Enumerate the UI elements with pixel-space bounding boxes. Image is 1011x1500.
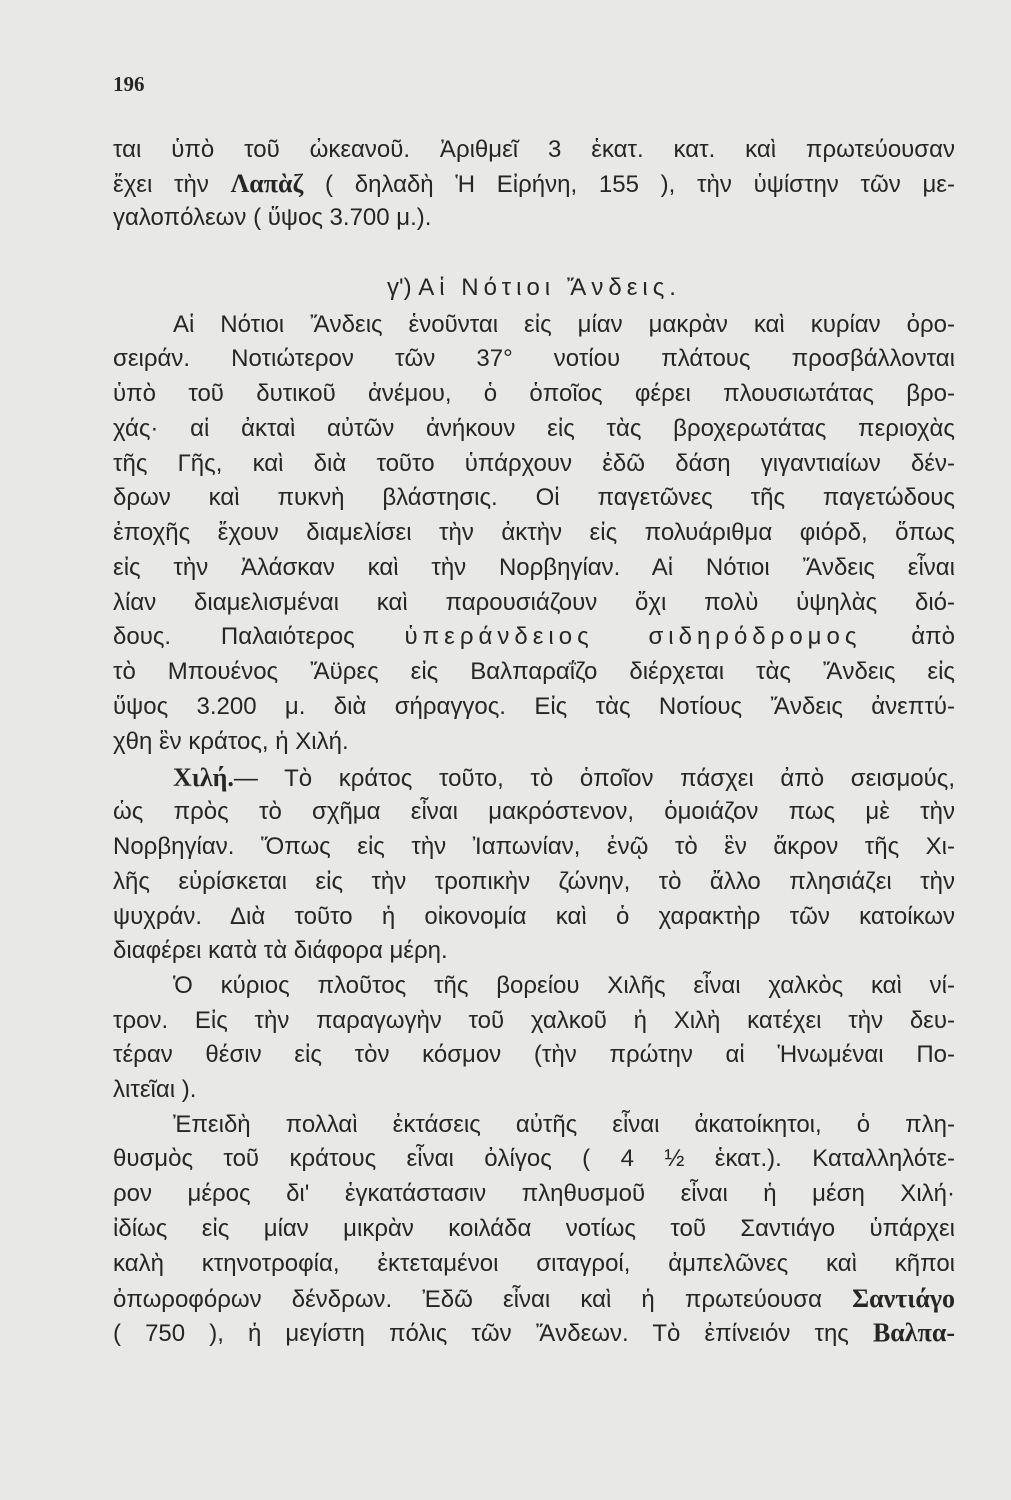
text-line <box>113 832 955 862</box>
text-segment: θυσμὸς τοῦ κράτους εἶναι ὀλίγος ( 4 ½ ἑκατ.). Καταλληλότε- <box>113 1145 955 1172</box>
text-line <box>113 622 955 652</box>
text-line <box>113 902 955 932</box>
text-segment: τέραν θέσιν εἰς τὸν κόσμον (τὴν πρώτην αἱ Ἡνωμέναι Πο- <box>113 1041 955 1068</box>
text-line <box>113 310 955 340</box>
text-segment: γαλοπόλεων ( ὕψος 3.700 μ.). <box>113 204 432 231</box>
text-line <box>113 483 955 513</box>
section-heading <box>113 273 955 303</box>
text-line <box>113 727 955 757</box>
text-segment: χθη ἓν κράτος, ἡ Χιλή. <box>113 728 349 755</box>
text-line <box>113 867 955 897</box>
text-segment: λῆς εὑρίσκεται εἰς τὴν τροπικὴν ζώνην, τὸ ἄλλο πλησιάζει τὴν <box>113 868 955 895</box>
text-segment: λιτεῖαι ). <box>113 1076 197 1103</box>
text-line <box>113 1249 955 1279</box>
text-segment: ἔχει τὴν <box>113 171 231 198</box>
text-segment: καλὴ κτηνοτροφία, ἐκτεταμένοι σιταγροί, ἀμπελῶνες καὶ κῆποι <box>113 1250 955 1277</box>
text-segment: δους. Παλαιότερος <box>113 623 405 650</box>
text-line <box>113 414 955 444</box>
text-segment: λίαν διαμελισμέναι καὶ παρουσιάζουν ὄχι πολὺ ὑψηλὰς διό- <box>113 589 955 616</box>
page-number: 196 <box>113 72 145 96</box>
text-segment: τὸ Μπουένος Ἄϋρες εἰς Βαλπαραΐζο διέρχεται τὰς Ἄνδεις εἰς <box>113 658 955 685</box>
text-segment: τῆς Γῆς, καὶ διὰ τοῦτο ὑπάρχουν ἐδῶ δάση γιγαντιαίων δέν- <box>113 450 955 477</box>
text-segment: — Τὸ κράτος τοῦτο, τὸ ὁποῖον πάσχει ἀπὸ σεισμούς, <box>233 765 955 792</box>
text-line <box>113 1075 955 1105</box>
text-line <box>113 379 955 409</box>
text-segment: Νορβηγίαν. Ὅπως εἰς τὴν Ἰαπωνίαν, ἐνῷ τὸ ἓν ἄκρον τῆς Χι- <box>113 833 955 860</box>
spaced-text: Αἱ Νότιοι Ἄνδεις. <box>418 274 681 301</box>
text-segment: χάς· αἱ ἀκταὶ αὐτῶν ἀνήκουν εἰς τὰς βροχερωτάτας περιοχὰς <box>113 415 955 442</box>
text-line <box>113 763 955 794</box>
text-line <box>113 657 955 687</box>
bold-term: Σαντιάγο <box>852 1284 955 1313</box>
text-line <box>113 1284 955 1315</box>
text-line <box>113 1179 955 1209</box>
text-line <box>113 1144 955 1174</box>
text-line <box>113 449 955 479</box>
text-segment: τρον. Εἰς τὴν παραγωγὴν τοῦ χαλκοῦ ἡ Χιλὴ κατέχει τὴν δευ- <box>113 1007 955 1034</box>
text-line <box>113 203 955 233</box>
text-line <box>113 936 955 966</box>
text-line <box>113 588 955 618</box>
text-segment: ἐποχῆς ἔχουν διαμελίσει τὴν ἀκτὴν εἰς πολυάριθμα φιόρδ, ὅπως <box>113 519 955 546</box>
text-segment: ὑπὸ τοῦ δυτικοῦ ἀνέμου, ὁ ὁποῖος φέρει πλουσιωτάτας βρο- <box>113 380 955 407</box>
text-segment: ται ὑπὸ τοῦ ὠκεανοῦ. Ἀριθμεῖ 3 ἑκατ. κατ. καὶ πρωτεύουσαν <box>113 136 955 163</box>
text-segment: εἰς τὴν Ἀλάσκαν καὶ τὴν Νορβηγίαν. Αἱ Νότιοι Ἄνδεις εἶναι <box>113 554 955 581</box>
text-line <box>113 344 955 374</box>
text-segment: ( δηλαδὴ Ἡ Εἰρήνη, 155 ), τὴν ὑψίστην τῶν με- <box>303 171 955 198</box>
text-line <box>113 1110 955 1140</box>
text-line <box>113 553 955 583</box>
text-segment: Ὁ κύριος πλοῦτος τῆς βορείου Χιλῆς εἶναι χαλκὸς καὶ νί- <box>173 972 955 999</box>
text-line <box>113 518 955 548</box>
text-line <box>113 797 955 827</box>
text-segment: γ') <box>387 274 419 301</box>
text-line <box>113 1214 955 1244</box>
text-line <box>113 692 955 722</box>
text-segment: ὀπωροφόρων δένδρων. Ἐδῶ εἶναι καὶ ἡ πρωτεύουσα <box>113 1286 853 1313</box>
text-line <box>113 135 955 165</box>
bold-term: Βαλπα- <box>872 1318 955 1347</box>
text-segment: ὕψος 3.200 μ. διὰ σήραγγος. Εἰς τὰς Νοτίους Ἄνδεις ἀνεπτύ- <box>113 693 955 720</box>
text-segment: ψυχράν. Διὰ τοῦτο ἡ οἰκονομία καὶ ὁ χαρακτὴρ τῶν κατοίκων <box>113 903 955 930</box>
text-line <box>113 1040 955 1070</box>
text-segment: ἀπὸ <box>861 623 955 650</box>
text-segment: ἰδίως εἰς μίαν μικρὰν κοιλάδα νοτίως τοῦ Σαντιάγο ὑπάρχει <box>113 1215 955 1242</box>
text-line <box>113 1318 955 1349</box>
bold-term: Χιλή. <box>173 763 234 792</box>
bold-term: Λαπὰζ <box>230 169 304 198</box>
text-segment: Αἱ Νότιοι Ἄνδεις ἑνοῦνται εἰς μίαν μακρὰν καὶ κυρίαν ὀρο- <box>173 311 955 338</box>
text-line <box>113 1006 955 1036</box>
text-line <box>113 971 955 1001</box>
text-segment: Ἐπειδὴ πολλαὶ ἐκτάσεις αὐτῆς εἶναι ἀκατοίκητοι, ὁ πλη- <box>173 1111 955 1138</box>
text-segment: ρον μέρος δι' ἐγκατάστασιν πληθυσμοῦ εἶναι ἡ μέση Χιλή· <box>113 1180 955 1207</box>
text-line <box>113 169 955 200</box>
text-segment: ὡς πρὸς τὸ σχῆμα εἶναι μακρόστενον, ὁμοιάζον πως μὲ τὴν <box>113 798 955 825</box>
spaced-text: ὑπεράνδειος σιδηρόδρομος <box>404 623 862 650</box>
text-segment: διαφέρει κατὰ τὰ διάφορα μέρη. <box>113 937 448 964</box>
text-segment: ( 750 ), ἡ μεγίστη πόλις τῶν Ἄνδεων. Τὸ ἐπίνειόν της <box>113 1320 873 1347</box>
text-segment: δρων καὶ πυκνὴ βλάστησις. Οἱ παγετῶνες τῆς παγετώδους <box>113 484 955 511</box>
text-segment: σειράν. Νοτιώτερον τῶν 37° νοτίου πλάτους προσβάλλονται <box>113 345 955 372</box>
